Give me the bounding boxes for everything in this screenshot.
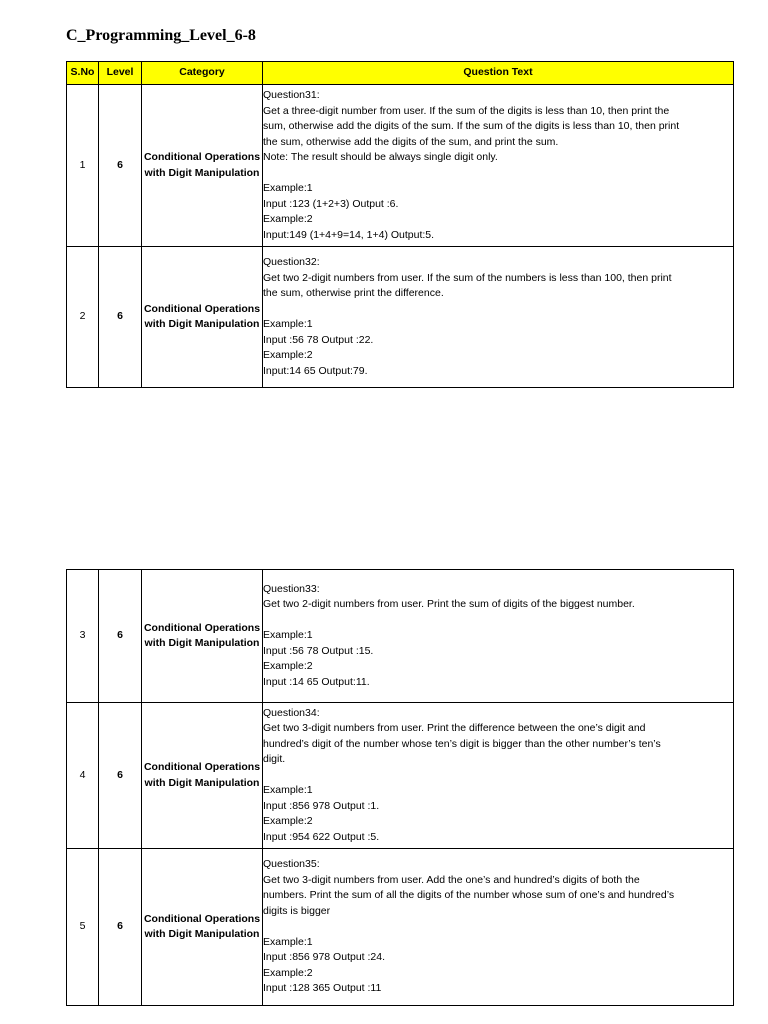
question-line: Input :123 (1+2+3) Output :6. xyxy=(263,197,399,210)
table-header-row xyxy=(67,62,734,85)
question-cell xyxy=(263,849,734,1006)
question-line: hundred’s digit of the number whose ten’s digit is bigger than the other number’s ten’s xyxy=(263,737,661,750)
blank-line xyxy=(263,613,733,629)
question-line: Input :856 978 Output :24. xyxy=(263,951,386,964)
questions-table-continued xyxy=(66,569,734,1006)
category-cell: Conditional Operations with Digit Manipulation xyxy=(142,85,263,247)
level-cell: 6 xyxy=(99,570,142,703)
category-cell: Conditional Operations with Digit Manipulation xyxy=(142,570,263,703)
question-cell xyxy=(263,85,734,247)
question-line: Question35: xyxy=(263,858,320,871)
sno-cell: 2 xyxy=(67,247,99,388)
question-cell xyxy=(263,703,734,849)
question-line: Example:2 xyxy=(263,213,313,225)
question-cell xyxy=(263,570,734,703)
question-line: Question31: xyxy=(263,89,320,101)
category-cell: Conditional Operations with Digit Manipulation xyxy=(142,703,263,849)
header-category: Category xyxy=(142,62,263,85)
question-line: digits is bigger xyxy=(263,904,331,917)
question-line: Get two 2-digit numbers from user. Print the sum of digits of the biggest number. xyxy=(263,598,635,611)
question-line: the sum, otherwise print the difference. xyxy=(263,287,444,299)
sno-cell: 5 xyxy=(67,849,99,1006)
sno-cell: 1 xyxy=(67,85,99,247)
question-line: Example:2 xyxy=(263,349,313,361)
question-line: Note: The result should be always single digit only. xyxy=(263,151,498,163)
question-line: Input :56 78 Output :22. xyxy=(263,333,374,346)
header-question-text: Question Text xyxy=(263,62,734,85)
category-cell: Conditional Operations with Digit Manipulation xyxy=(142,849,263,1006)
question-line: Example:1 xyxy=(263,935,313,948)
question-line: Example:2 xyxy=(263,815,313,828)
question-line: Input :954 622 Output :5. xyxy=(263,830,380,843)
question-line: Get two 3-digit numbers from user. Add the one’s and hundred’s digits of both the xyxy=(263,873,640,886)
question-line: Example:2 xyxy=(263,966,313,979)
question-line: Input:14 65 Output:79. xyxy=(263,364,368,377)
question-line: numbers. Print the sum of all the digits of the number whose sum of one’s and hundred’s xyxy=(263,889,675,902)
question-line: Question32: xyxy=(263,256,320,268)
question-line: Question33: xyxy=(263,582,320,595)
table-row xyxy=(67,703,734,849)
level-cell: 6 xyxy=(99,85,142,247)
question-line: Example:1 xyxy=(263,182,313,194)
table-row xyxy=(67,570,734,703)
table-row xyxy=(67,849,734,1006)
category-cell: Conditional Operations with Digit Manipulation xyxy=(142,247,263,388)
question-cell xyxy=(263,247,734,388)
question-line: Example:1 xyxy=(263,318,313,330)
blank-line xyxy=(263,166,733,182)
blank-line xyxy=(263,768,733,784)
level-cell: 6 xyxy=(99,247,142,388)
header-level: Level xyxy=(99,62,142,85)
table-row xyxy=(67,247,734,388)
question-line: Question34: xyxy=(263,706,320,719)
level-cell: 6 xyxy=(99,703,142,849)
question-line: the sum, otherwise add the digits of the sum, and print the sum. xyxy=(263,135,559,148)
question-line: Get two 3-digit numbers from user. Print the difference between the one’s digit and xyxy=(263,722,646,735)
question-line: Example:1 xyxy=(263,629,313,642)
question-line: sum, otherwise add the digits of the sum. If the sum of the digits is less than 10, then print xyxy=(263,120,680,132)
question-line: Input :56 78 Output :15. xyxy=(263,644,374,657)
question-line: Input :128 365 Output :11 xyxy=(263,982,382,995)
blank-line xyxy=(263,302,733,318)
question-line: digit. xyxy=(263,753,286,766)
sno-cell: 4 xyxy=(67,703,99,849)
header-sno: S.No xyxy=(67,62,99,85)
question-line: Example:1 xyxy=(263,784,313,797)
question-line: Get a three-digit number from user. If the sum of the digits is less than 10, then print the xyxy=(263,104,670,117)
document-title: C_Programming_Level_6-8 xyxy=(66,27,256,44)
question-line: Get two 2-digit numbers from user. If the sum of the numbers is less than 100, then print xyxy=(263,271,672,284)
question-line: Input :856 978 Output :1. xyxy=(263,799,380,812)
question-line: Input:149 (1+4+9=14, 1+4) Output:5. xyxy=(263,228,435,241)
question-line: Example:2 xyxy=(263,660,313,673)
level-cell: 6 xyxy=(99,849,142,1006)
questions-table xyxy=(66,61,734,388)
blank-line xyxy=(263,919,733,935)
question-line: Input :14 65 Output:11. xyxy=(263,675,370,688)
table-row xyxy=(67,85,734,247)
sno-cell: 3 xyxy=(67,570,99,703)
